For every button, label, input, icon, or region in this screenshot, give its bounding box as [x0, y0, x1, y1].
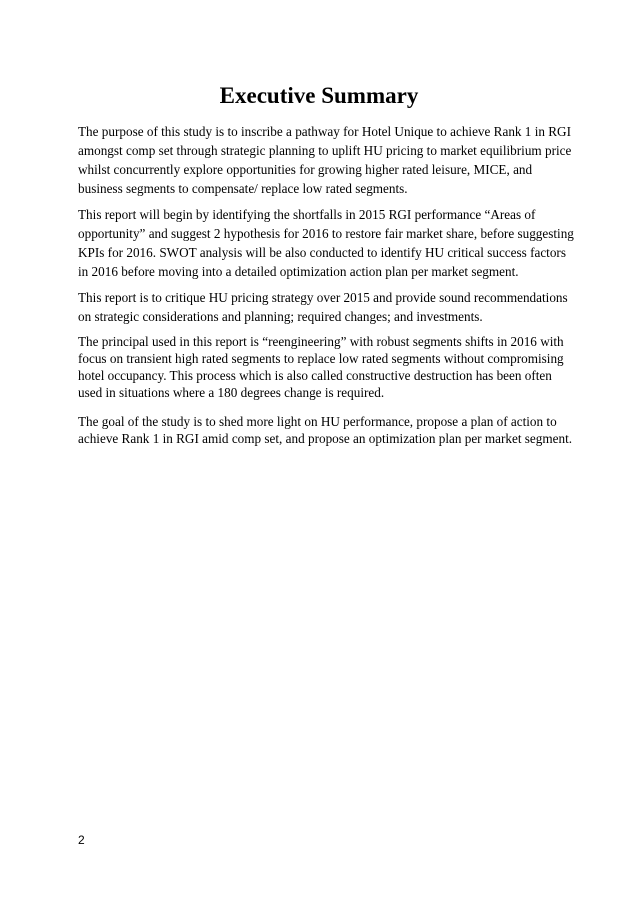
- paragraph-goal: [78, 413, 573, 447]
- page-title: Executive Summary: [219, 83, 419, 108]
- text-line: This report is to critique HU pricing strategy over 2015 and provide sound recommendations: [78, 290, 568, 305]
- text-line: This report will begin by identifying the shortfalls in 2015 RGI performance “Areas of: [78, 207, 536, 222]
- text-line: in 2016 before moving into a detailed optimization action plan per market segment.: [78, 264, 519, 279]
- paragraph-report-outline: [78, 205, 574, 281]
- text-line: opportunity” and suggest 2 hypothesis for 2016 to restore fair market share, before suggesting: [78, 226, 574, 241]
- text-line: whilst concurrently explore opportunities for growing higher rated leisure, MICE, and: [78, 162, 533, 177]
- text-line: The purpose of this study is to inscribe a pathway for Hotel Unique to achieve Rank 1 in RGI: [78, 124, 571, 139]
- paragraph-principal: [78, 333, 566, 401]
- text-line: amongst comp set through strategic planning to uplift HU pricing to market equilibrium price: [78, 143, 572, 158]
- page-number: 2: [78, 833, 85, 847]
- text-line: on strategic considerations and planning; required changes; and investments.: [78, 309, 483, 324]
- text-line: KPIs for 2016. SWOT analysis will be also conducted to identify HU critical success factors: [78, 245, 566, 260]
- text-line: business segments to compensate/ replace low rated segments.: [78, 181, 408, 196]
- text-line: used in situations where a 180 degrees change is required.: [78, 385, 385, 400]
- document-body: [78, 122, 574, 447]
- text-line: The goal of the study is to shed more light on HU performance, propose a plan of action to: [78, 414, 557, 429]
- text-line: The principal used in this report is “reengineering” with robust segments shifts in 2016 with: [78, 334, 564, 349]
- text-line: achieve Rank 1 in RGI amid comp set, and propose an optimization plan per market segment.: [78, 431, 573, 446]
- text-line: focus on transient high rated segments to replace low rated segments without compromising: [78, 351, 564, 366]
- paragraph-critique: [78, 288, 566, 326]
- paragraph-purpose: [78, 122, 572, 198]
- text-line: hotel occupancy. This process which is also called constructive destruction has been often: [78, 368, 552, 383]
